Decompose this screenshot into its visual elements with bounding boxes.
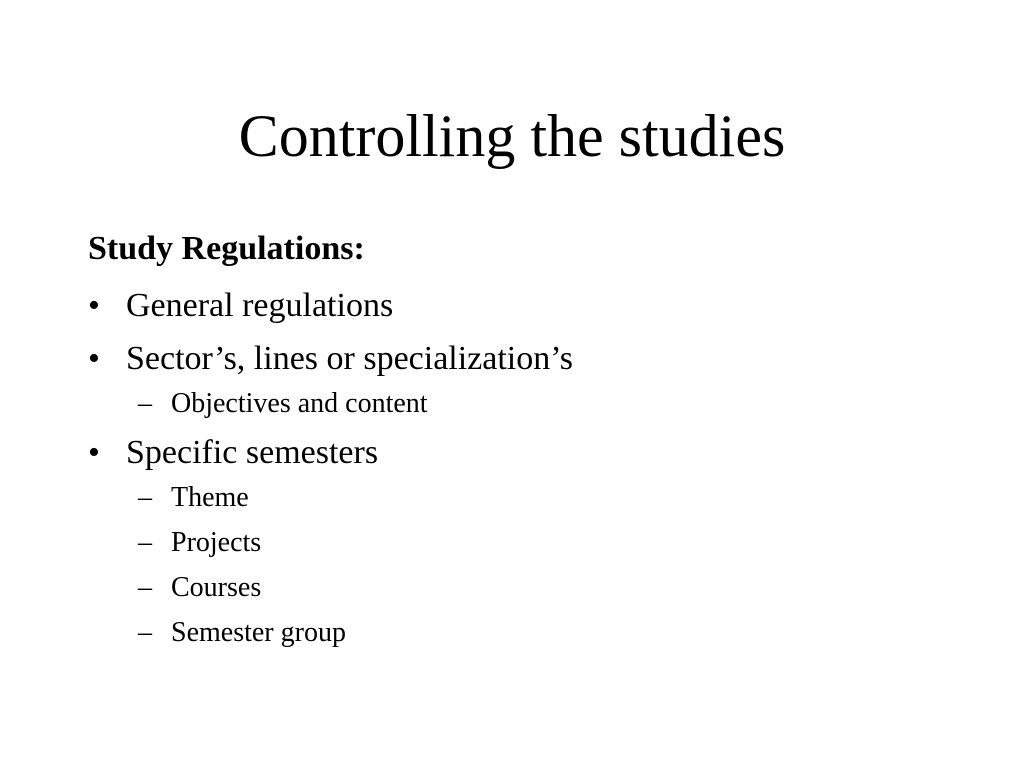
bullet-label: Sector’s, lines or specialization’s	[126, 340, 573, 377]
bullet-marker: •	[88, 340, 100, 377]
sub-marker: –	[138, 527, 152, 558]
bullet-item	[88, 432, 968, 474]
sub-item	[88, 526, 968, 560]
bullet-marker: •	[88, 287, 100, 324]
bullet-label: General regulations	[126, 287, 394, 324]
section-heading: Study Regulations:	[88, 230, 365, 267]
sub-label: Projects	[171, 527, 262, 558]
sub-marker: –	[138, 572, 152, 603]
bullet-label: Specific semesters	[126, 434, 379, 471]
sub-marker: –	[138, 482, 152, 513]
sub-marker: –	[138, 388, 152, 419]
bullet-item	[88, 285, 968, 327]
sub-item	[88, 481, 968, 515]
slide-title: Controlling the studies	[238, 103, 786, 169]
sub-marker: –	[138, 617, 152, 648]
sub-item	[88, 387, 968, 421]
sub-label: Theme	[171, 482, 249, 513]
sub-item	[88, 616, 968, 650]
sub-label: Semester group	[171, 617, 346, 648]
sub-label: Objectives and content	[171, 388, 428, 419]
bullet-item	[88, 338, 968, 380]
sub-item	[88, 571, 968, 605]
bullet-marker: •	[88, 434, 100, 471]
slide-body	[88, 224, 968, 650]
sub-label: Courses	[171, 572, 262, 603]
